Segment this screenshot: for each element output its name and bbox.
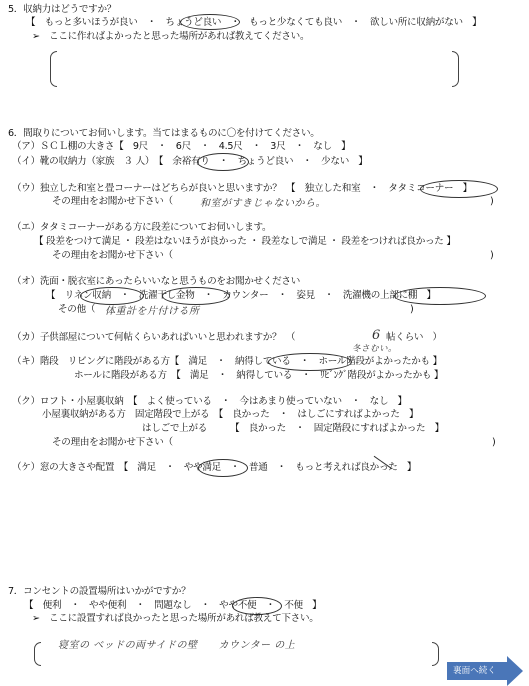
q6-loft-fixed: 小屋裏収納がある方 固定階段で上がる 【 良かった ・ はしごにすればよかった 】 bbox=[42, 409, 419, 420]
q7-answer-bracket-left bbox=[34, 642, 41, 666]
q6-washitsu-circle bbox=[420, 180, 498, 198]
q6-loft-close: ) bbox=[492, 437, 496, 448]
q6-loft-question: （ク）ロフト・小屋裏収納 【 よく使っている ・ 今はあまり使っていない ・ なし 】 bbox=[12, 396, 407, 407]
q6-washroom-handwritten: 体重計を片付ける所 bbox=[105, 306, 200, 317]
q6-kids-room-suffix: 帖くらい ） bbox=[386, 332, 442, 343]
q5-options: 【 もっと多いほうが良い ・ ちょうど良い ・ もっと少なくても良い ・ 欲しい所に収納がない 】 bbox=[26, 17, 482, 28]
q6-washitsu: （ウ）独立した和室と畳コーナーはどちらが良いと思いますか？ 【 独立した和室 ・ タタミコーナー 】 bbox=[12, 183, 472, 194]
q6-washitsu-reason: その理由をお聞かせ下さい（ bbox=[52, 196, 173, 207]
q6-step-close: ) bbox=[490, 250, 494, 261]
q6-washitsu-handwritten: 和室がすきじゃないから。 bbox=[200, 198, 326, 209]
q5-title: 5．収納力はどうですか？ bbox=[8, 4, 117, 15]
q6-window-question: （ケ）窓の大きさや配置 【 満足 ・ やや満足 ・ 普通 ・ もっと考えれば良かった 】 bbox=[12, 462, 417, 473]
q6-washroom-other: その他（ bbox=[58, 304, 96, 315]
q6-kids-room-question: （カ）子供部屋について何帖くらいあればいいと思われますか？ （ bbox=[12, 332, 296, 343]
q6-shelf-circle bbox=[394, 287, 486, 305]
q6-shoe: （イ）靴の収納力（家族 ３ 人） 【 余裕有り ・ ちょうど良い ・ 少ない 】 bbox=[12, 156, 368, 167]
q6-window-circle bbox=[198, 459, 248, 477]
q6-loft-ladder: はしごで上がる 【 良かった ・ 固定階段にすればよかった 】 bbox=[142, 423, 444, 434]
q7-answer-bracket-right bbox=[432, 642, 439, 666]
q6-step-reason: その理由をお聞かせ下さい（ bbox=[52, 250, 173, 261]
q7-handwritten-answer: 寝室の ベッドの両サイドの壁 カウンター の上 bbox=[58, 640, 296, 651]
q6-stairs-note: 冬さむい。 bbox=[352, 344, 398, 354]
q5-answer-bracket-left bbox=[50, 51, 57, 87]
q6-shoe-circle bbox=[197, 153, 249, 171]
q6-loft-reason: その理由をお聞かせ下さい（ bbox=[52, 437, 173, 448]
q7-options: 【 便利 ・ やや便利 ・ 問題なし ・ やや不便 ・ 不便 】 bbox=[24, 600, 322, 611]
q6-stairs-circle bbox=[268, 353, 352, 371]
q6-kids-room-handwritten: 6 bbox=[372, 328, 381, 343]
q6-step-options: 【 段差をつけて満足 ・ 段差はないほうが良かった ・ 段差なしで満足 ・ 段差をつければ良かった 】 bbox=[34, 236, 456, 247]
q5-prompt: ➢ ここに作ればよかったと思った場所があれば教えてください。 bbox=[32, 31, 310, 42]
q6-washroom-close: ) bbox=[410, 304, 414, 315]
q6-washitsu-close: ) bbox=[490, 196, 494, 207]
q6-stairs-hall: ホールに階段がある方 【 満足 ・ 納得している ・ ﾘﾋﾞﾝｸﾞ階段がよかったかも 】 bbox=[74, 370, 444, 381]
next-page-arrow-icon bbox=[507, 656, 523, 686]
q5-answer-bracket-right bbox=[452, 51, 459, 87]
q7-title: 7．コンセントの設置場所はいかがですか？ bbox=[8, 586, 191, 597]
q6-step-question: （エ）タタミコーナーがある方に段差についてお伺いします。 bbox=[12, 222, 272, 233]
q7-prompt: ➢ ここに設置すれば良かったと思った場所があれば教えて下さい。 bbox=[32, 613, 319, 624]
q6-title: 6．間取りについてお伺いします。当てはまるものに〇を付けてください。 bbox=[8, 128, 320, 139]
q6-washroom-question: （オ）洗面・脱衣室にあったらいいなと思うものをお聞かせください bbox=[12, 276, 301, 287]
next-page-label: 裏面へ続く bbox=[447, 662, 507, 680]
q6-washroom-options: 【 リネン収納 ・ 洗濯干し金物 ・ カウンター ・ 姿見 ・ 洗濯機の上部に棚 】 bbox=[46, 290, 436, 301]
q5-selected-circle bbox=[180, 14, 240, 30]
q6-scl: （ア）ＳＣＬ棚の大きさ【 9尺 ・ 6尺 ・ 4.5尺 ・ 3尺 ・ なし 】 bbox=[12, 141, 351, 152]
q6-stairs-living: （キ）階段 リビングに階段がある方【 満足 ・ 納得している ・ ホール階段がよかったかも 】 bbox=[12, 356, 442, 367]
